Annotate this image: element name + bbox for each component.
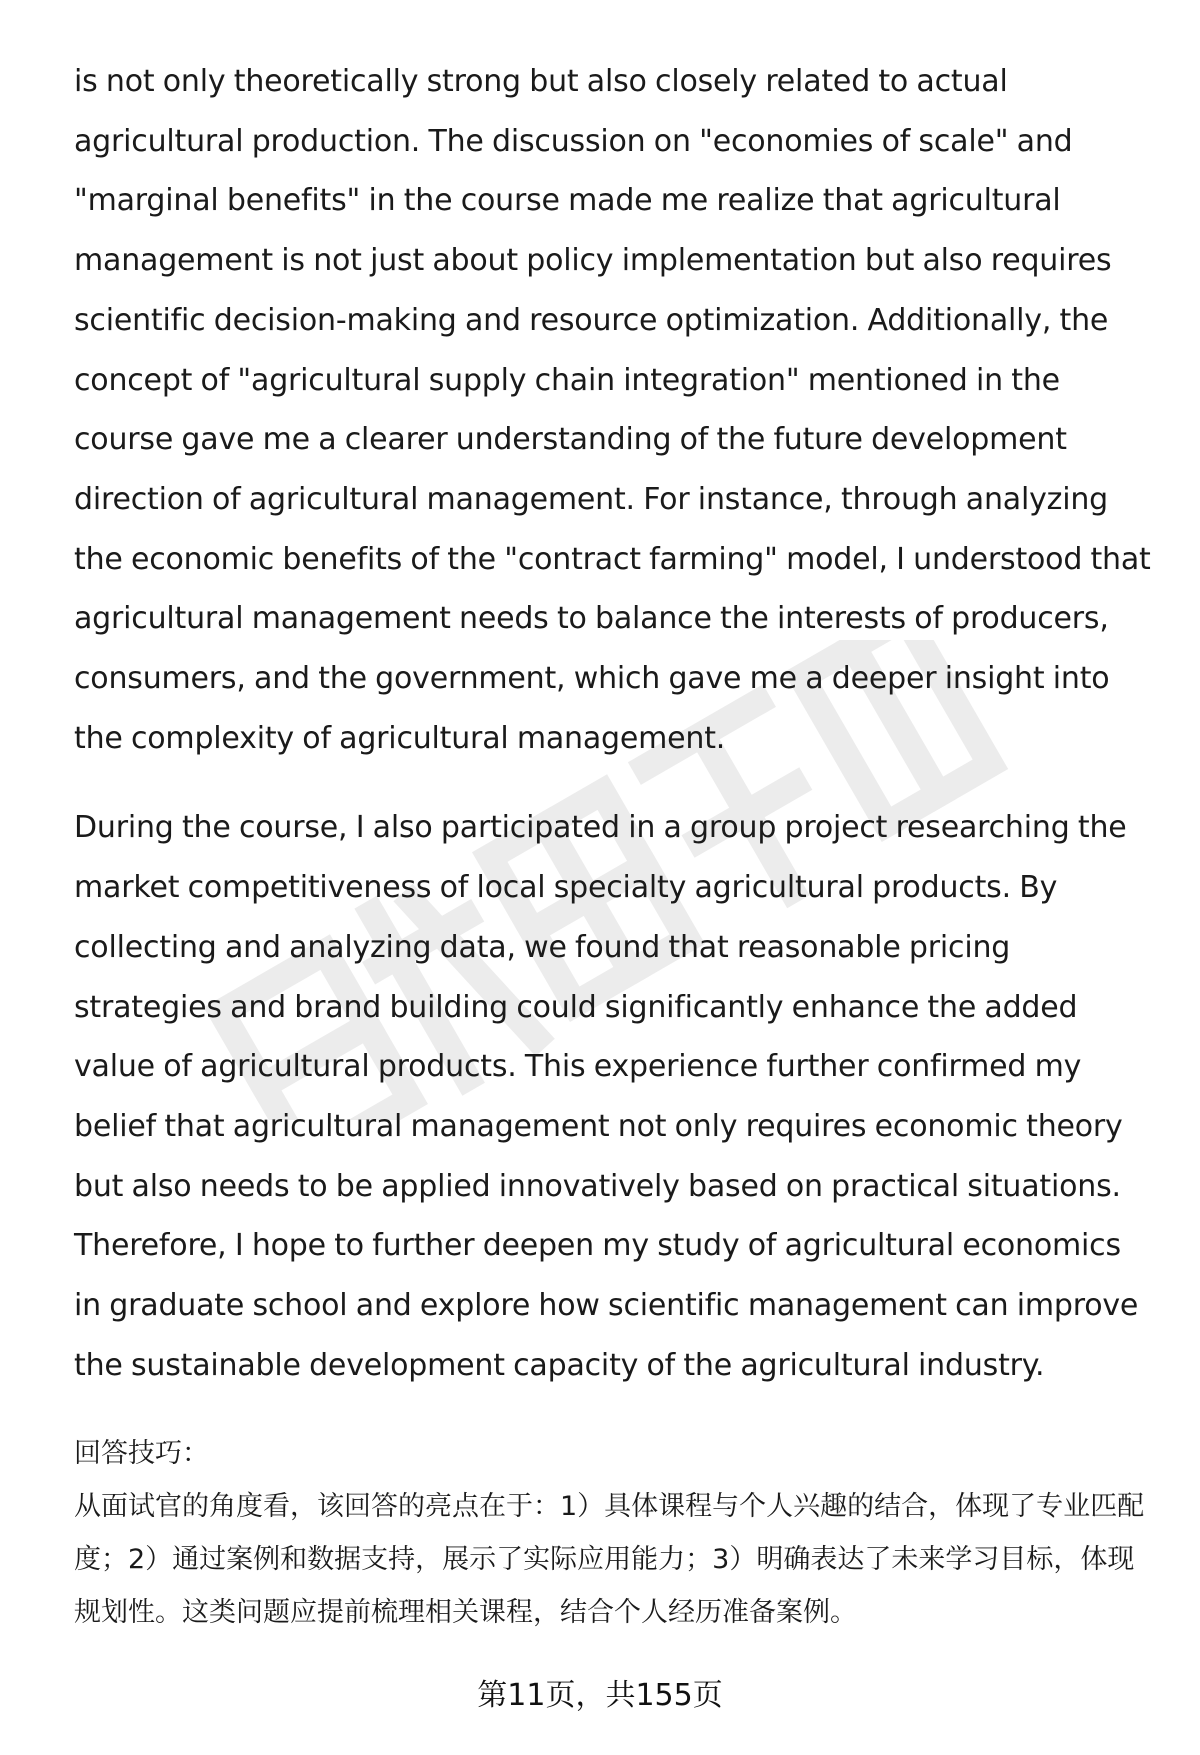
page-number: 第11页，共155页 — [477, 1678, 723, 1713]
tips-body: 从面试官的角度看，该回答的亮点在于：1）具体课程与个人兴趣的结合，体现了专业匹配度；2）通过案例和数据支持，展示了实际应用能力；3）明确表达了未来学习目标，体现规划性。这类问题应提前梳理相关课程，结合个人经历准备案例。 — [74, 1491, 1145, 1629]
paragraph: is not only theoretically strong but also closely related to actual agricultural production. The discussion on "economies of scale" and "marginal benefits" in the course made me realize that agricultural management is not just about policy implementation but also requires scientific decision-making and resource optimization. Additionally, the concept of "agricultural supply chain integration" mentioned in the course gave me a clearer understanding of the future development direction of agricultural management. For instance, through analyzing the economic benefits of the "contract farming" model, I understood that agricultural management needs to balance the interests of producers, consumers, and the government, which gave me a deeper insight into the complexity of agricultural management. — [74, 64, 1151, 756]
document-body — [74, 52, 1154, 1639]
paragraph: During the course, I also participated in a group project researching the market competitiveness of local specialty agricultural products. By collecting and analyzing data, we found that reasonable pricing strategies and brand building could significantly enhance the added value of agricultural products. This experience further confirmed my belief that agricultural management not only requires economic theory but also needs to be applied innovatively based on practical situations. Therefore, I hope to further deepen my study of agricultural economics in graduate school and explore how scientific management can improve the sustainable development capacity of the agricultural industry. — [74, 810, 1139, 1383]
answer-tips — [74, 1427, 1154, 1639]
tips-title: 回答技巧： — [74, 1438, 209, 1470]
